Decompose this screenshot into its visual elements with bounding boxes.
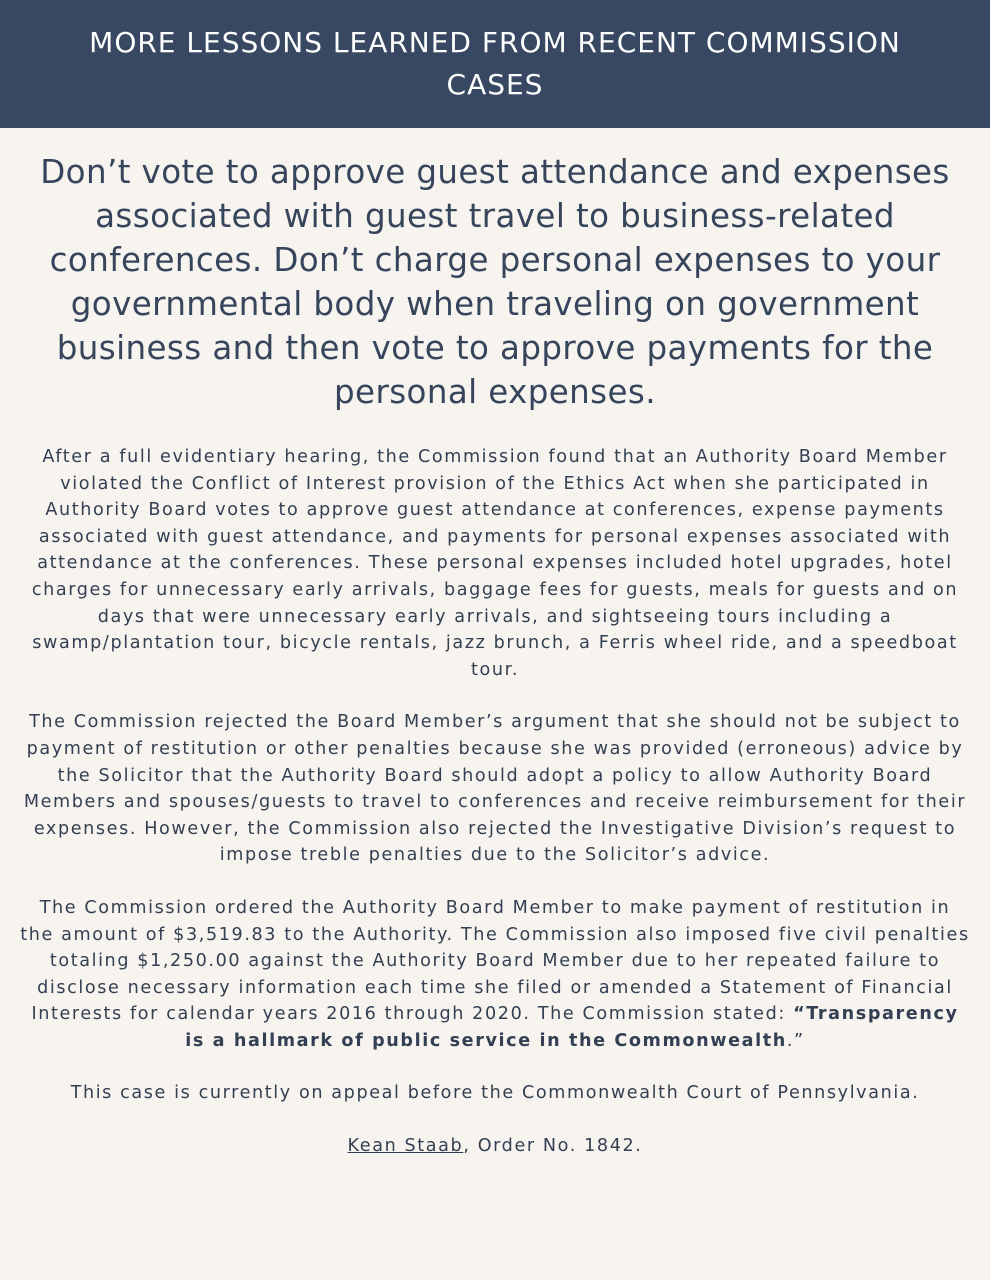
headline: Don’t vote to approve guest attendance and expenses associated with guest travel to business-related conferences. Don’t charge personal expenses to your governmental body when traveling on government business and then vote to approve payments for the personal expenses.: [40, 153, 950, 411]
citation: [20, 1133, 970, 1160]
article-body: [20, 444, 970, 1160]
header-banner: [0, 0, 990, 128]
paragraph-order-text: The Commission ordered the Authority Board Member to make payment of restitution in the amount of $3,519.83 to the Authority. The Commission also imposed five civil penalties totaling $1,250.00 against the Authority Board Member due to her repeated failure to disclose necessary information each time she filed or amended a Statement of Financial Interests for calendar years 2016 through 2020. The Commission stated:: [20, 897, 970, 1025]
page-title: MORE LESSONS LEARNED FROM RECENT COMMISSION CASES: [89, 26, 901, 101]
paragraph-rejection: The Commission rejected the Board Member’s argument that she should not be subject to payment of restitution or other penalties because she was provided (erroneous) advice by the Solicitor that the Authority Board should adopt a policy to allow Authority Board Members and spouses/guests to travel to conferences and receive reimbursement for their expenses. However, the Commission also rejected the Investigative Division’s request to impose treble penalties due to the Solicitor’s advice.: [23, 712, 967, 866]
paragraph-order-end: .”: [786, 1030, 805, 1051]
paragraph-order: [20, 895, 970, 1055]
paragraph-findings: After a full evidentiary hearing, the Commission found that an Authority Board Member violated the Conflict of Interest provision of the Ethics Act when she participated in Authority Board votes to approve guest attendance at conferences, expense payments associated with guest attendance, and payments for personal expenses associated with attendance at the conferences. These personal expenses included hotel upgrades, hotel charges for unnecessary early arrivals, baggage fees for guests, meals for guests and on days that were unnecessary early arrivals, and sightseeing tours including a swamp/plantation tour, bicycle rentals, jazz brunch, a Ferris wheel ride, and a speedboat tour.: [31, 447, 959, 680]
paragraph-appeal: This case is currently on appeal before the Commonwealth Court of Pennsylvania.: [70, 1083, 920, 1104]
transparency-quote: “Transparency is a hallmark of public service in the Commonwealth: [185, 1004, 959, 1051]
case-name-link[interactable]: Kean Staab: [347, 1136, 464, 1157]
order-number: , Order No. 1842.: [463, 1136, 643, 1157]
